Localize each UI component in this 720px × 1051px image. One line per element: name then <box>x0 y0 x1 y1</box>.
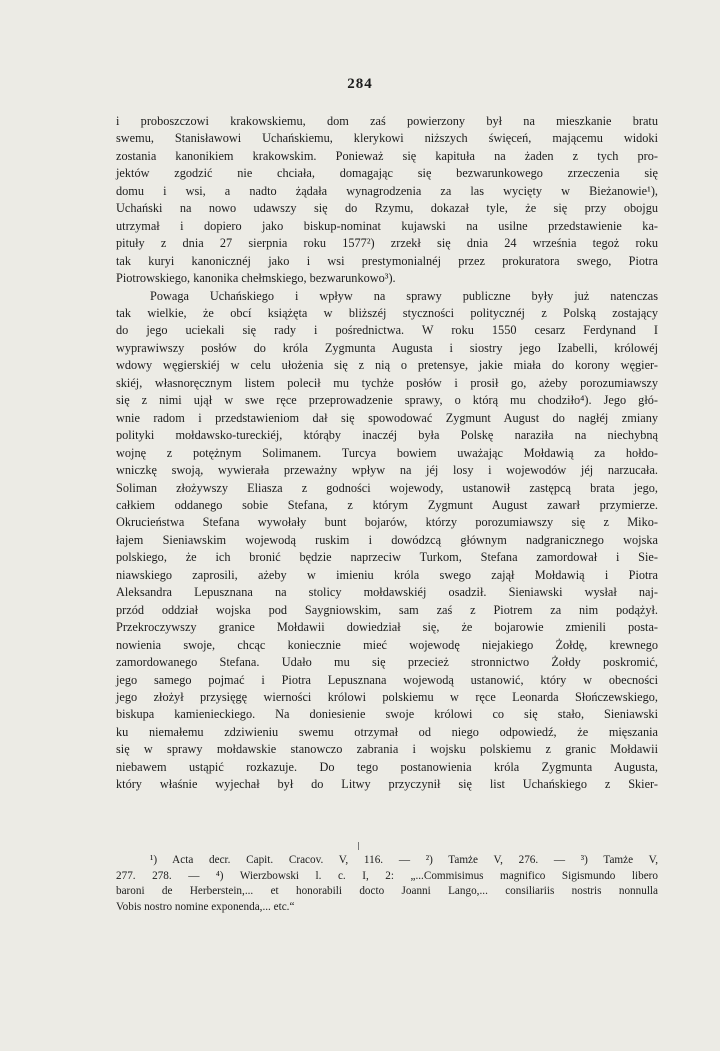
body-text-line: przód oddział wojska pod Saygniowskim, sam zaś z Piotrem za nim podążył. <box>116 602 658 617</box>
footnotes <box>116 853 658 915</box>
body-text-line: polityki mołdawsko-tureckiéj, którąby inaczéj była Polskę naraziła na niechybną <box>116 428 658 443</box>
body-text-line: wniczkę swoją, wywierała przeważny wpływ na jéj losy i wojewodów jéj narzucała. <box>116 463 658 478</box>
body-text-line: zamordowanego Stefana. Udało mu się przecież stronnictwo Żołdy poskromić, <box>116 655 658 670</box>
body-text-line: Piotrowskiego, kanonika chełmskiego, bezwarunkowo³). <box>116 271 396 286</box>
page-number: 284 <box>347 76 373 92</box>
body-text-line: niebawem ustąpić rozkazuje. Do tego postanowienia króla Zygmunta Augusta, <box>116 759 658 774</box>
body-text-line: domu i wsi, a nadto żądała wynagrodzenia za las wycięty w Bieżanowie¹), <box>116 183 658 198</box>
footnote-line: ¹) Acta decr. Capit. Cracov. V, 116. — ²) Tamże V, 276. — ³) Tamże V, <box>150 854 658 866</box>
body-text-line: i proboszczowi krakowskiemu, dom zaś powierzony był na mieszkanie bratu <box>116 114 658 128</box>
footnote-divider <box>358 842 359 850</box>
body-text-line: Przekroczywszy granice Mołdawii dowiedział się, że bojarowie zmienili posta- <box>116 620 658 635</box>
body-text-line: tak kuryi kanonicznéj jako i wsi prestymonialnéj przez prokuratora swego, Piotra <box>116 253 658 268</box>
body-text-line: ku niemałemu zdziwieniu swemu otrzymał od niego odpowiedź, że mięszania <box>116 724 658 739</box>
body-text-line: wojnę z potężnym Solimanem. Turcya bowiem uważając Mołdawią za hołdo- <box>116 445 658 460</box>
body-text-line: się z nimi ujął w swe ręce przeprowadzenie sprawy, o którą mu chodziło⁴). Jego głó- <box>116 393 658 408</box>
footnote-line: 277. 278. — ⁴) Wierzbowski l. c. I, 2: „...Commisimus magnifico Sigismundo libero <box>116 869 658 882</box>
body-text-line: Soliman złożywszy Eliasza z godności wojewody, ustanowił zastępcą brata jego, <box>116 480 658 495</box>
body-text-line: wyprawiwszy posłów do króla Zygmunta Augusta i siostry jego Izabelli, królowéj <box>116 340 658 355</box>
body-text-line: nowienia swoje, chcąc koniecznie mieć wojewodę niejakiego Żołdę, krewnego <box>116 637 658 652</box>
body-text-line: Okrucieństwa Stefana wywołały bunt bojarów, którzy porozumiawszy się z Miko- <box>116 515 658 530</box>
body-text-line: jektów zgodzić nie chciała, domagając się bezwarunkowego zrzeczenia się <box>116 166 658 181</box>
body-text-line: całkiem oddanego sobie Stefana, z którym Zygmunt August zawarł przymierze. <box>116 497 658 512</box>
body-text-line: Aleksandra Lepusznana na stolicy mołdawskiéj osadził. Sieniawski wysłał naj- <box>116 585 658 600</box>
body-text-line: tak wielkie, że obcí książęta w bliższéj styczności politycznéj z Polską zostający <box>116 305 658 320</box>
body-text-line: łajem Sieniawskim wojewodą ruskim i dowódzcą głównym nadgranicznego wojska <box>116 532 658 547</box>
body-text-line: wnie radom i przedstawieniom dał się spowodować Zygmunt August do nagłéj zmiany <box>116 410 658 425</box>
body-text-line: Powaga Uchańskiego i wpływ na sprawy publiczne były już natenczas <box>150 288 658 303</box>
body-text-line: który właśnie wyjechał był do Litwy przyczynił się list Uchańskiego z Skier- <box>116 777 658 792</box>
body-text-line: niawskiego zaprosili, ażeby w imieniu króla swego zajął Mołdawią i Piotra <box>116 567 658 582</box>
body-text-line: utrzymał i dopiero jako biskup-nominat kujawski na usilne przedstawienie ka- <box>116 218 658 233</box>
footnote-line: baroni de Herberstein,... et honorabili docto Joanni Lango,... consiliariis nostris nonnulla <box>116 885 658 897</box>
body-text-line: wdowy węgierskiéj w celu ułożenia się z nią o pretensye, jakie miała do korony węgier- <box>116 358 658 373</box>
body-text-line: się w sprawy mołdawskie stanowczo zabrania i wojsku polskiemu z granic Mołdawii <box>116 742 658 757</box>
body-text-line: zostania kanonikiem krakowskim. Ponieważ się kapituła na żaden z tych pro- <box>116 148 658 163</box>
footnote-line: Vobis nostro nomine exponenda,... etc.“ <box>116 900 295 913</box>
body-text-line: polskiego, że ich bronić będzie naprzeciw Turkom, Stefana zamordował i Sie- <box>116 550 658 565</box>
body-text <box>116 113 658 794</box>
body-text-line: Uchański na nowo udawszy się do Rzymu, dokazał tyle, że się przy obojgu <box>116 201 658 216</box>
body-text-line: biskupa kamienieckiego. Na doniesienie swoje królowi co się stało, Sieniawski <box>116 707 658 722</box>
body-text-line: skiéj, własnoręcznym listem polecił mu tychże posłów i prosił go, ażeby porozumiawszy <box>116 375 658 390</box>
body-text-line: swemu, Stanisławowi Uchańskiemu, klerykowi niższych święceń, mającemu widoki <box>116 131 658 146</box>
body-text-line: do jego uciekali się rady i pośrednictwa. W roku 1550 cesarz Ferdynand I <box>116 323 658 338</box>
body-text-line: pituły z dnia 27 sierpnia roku 1577²) zrzekł się dnia 24 września tegoż roku <box>116 236 658 251</box>
body-text-line: jego samego pojmać i Piotra Lepusznana wojewodą ustanowić, który w obecności <box>116 672 658 687</box>
body-text-line: jego złożył przysięgę wierności królowi polskiemu w ręce Leonarda Słończewskiego, <box>116 689 658 704</box>
